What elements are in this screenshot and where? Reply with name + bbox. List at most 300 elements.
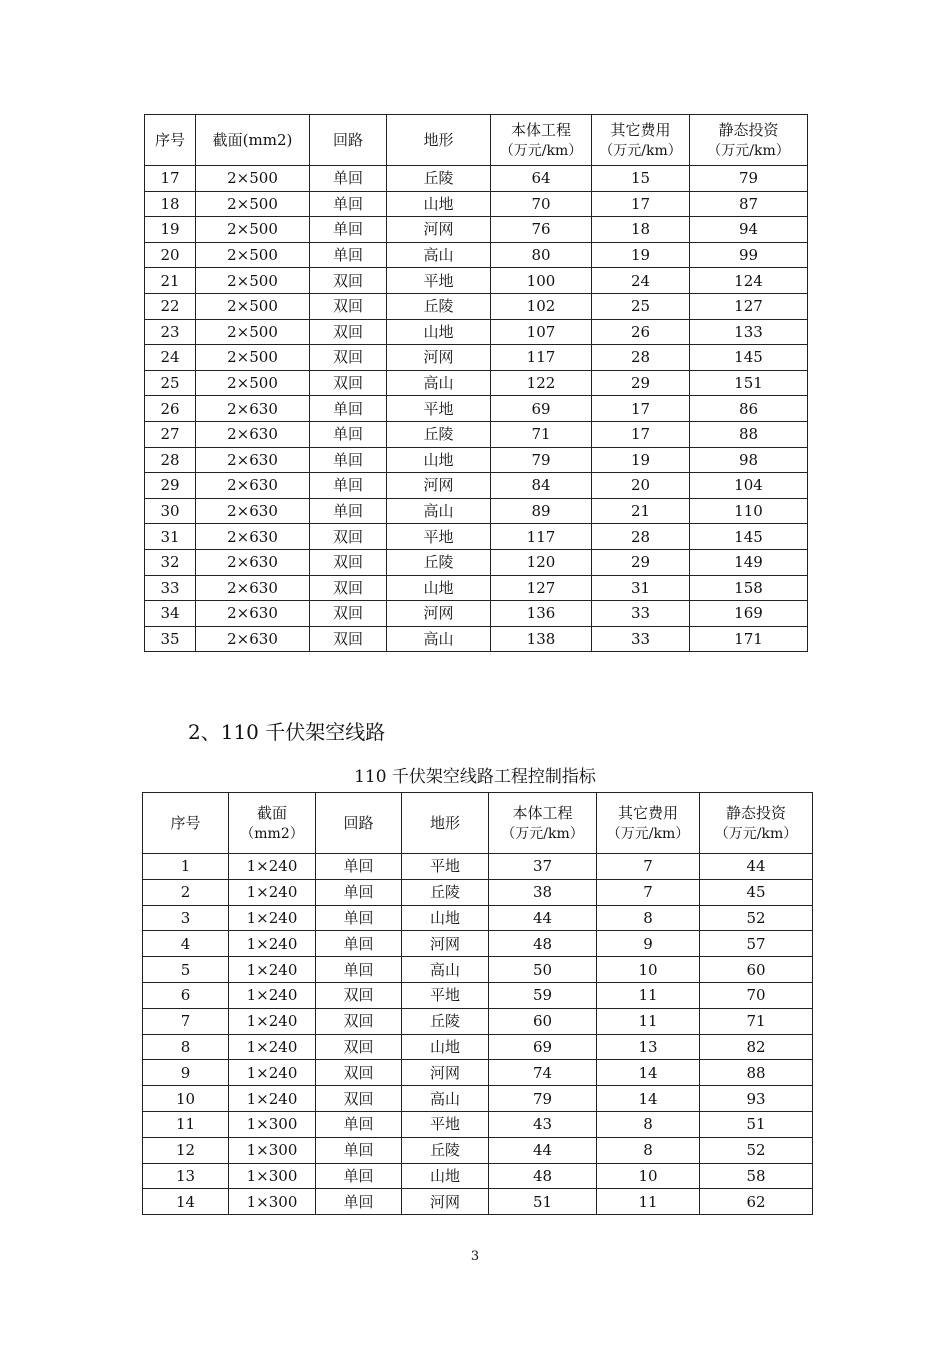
table-cell: 84 <box>491 473 592 499</box>
table-cell: 1×240 <box>229 854 316 880</box>
table-cell: 双回 <box>310 268 387 294</box>
table-cell: 5 <box>143 957 229 983</box>
table-cell: 1 <box>143 854 229 880</box>
table-cell: 127 <box>690 293 808 319</box>
column-header-label: 截面 <box>256 803 287 822</box>
table-cell: 山地 <box>402 1034 489 1060</box>
table-cell: 2×500 <box>196 345 310 371</box>
table-row <box>145 498 808 524</box>
table-cell: 单回 <box>310 217 387 243</box>
table-cell: 单回 <box>310 166 387 192</box>
table-cell: 丘陵 <box>387 549 491 575</box>
table-cell: 151 <box>690 370 808 396</box>
table-cell: 21 <box>145 268 196 294</box>
table-cell: 单回 <box>310 473 387 499</box>
table-cell: 59 <box>489 982 597 1008</box>
table-cell: 70 <box>491 191 592 217</box>
table-cell: 82 <box>700 1034 813 1060</box>
table-cell: 145 <box>690 524 808 550</box>
table-cell: 88 <box>690 421 808 447</box>
table-cell: 山地 <box>387 447 491 473</box>
table-cell: 2×500 <box>196 319 310 345</box>
table-cell: 17 <box>145 166 196 192</box>
table-cell: 48 <box>489 1163 597 1189</box>
table-cell: 2×500 <box>196 166 310 192</box>
cost-index-table-continued <box>144 114 808 652</box>
table-cell: 丘陵 <box>402 1137 489 1163</box>
table-cell: 136 <box>491 601 592 627</box>
table-row <box>145 293 808 319</box>
table-cell: 1×240 <box>229 1008 316 1034</box>
table-cell: 7 <box>597 879 700 905</box>
column-header <box>387 115 491 166</box>
table-cell: 15 <box>592 166 690 192</box>
column-header <box>700 793 813 854</box>
table-cell: 44 <box>700 854 813 880</box>
table-cell: 69 <box>491 396 592 422</box>
table-cell: 52 <box>700 1137 813 1163</box>
table-cell: 1×240 <box>229 879 316 905</box>
table-cell: 93 <box>700 1086 813 1112</box>
table-row <box>145 242 808 268</box>
table-cell: 河网 <box>387 473 491 499</box>
table-cell: 43 <box>489 1111 597 1137</box>
table-cell: 27 <box>145 421 196 447</box>
column-header-label: 静态投资 <box>718 120 779 139</box>
table-cell: 9 <box>597 931 700 957</box>
table-cell: 117 <box>491 345 592 371</box>
table-cell: 26 <box>145 396 196 422</box>
table-cell: 2 <box>143 879 229 905</box>
table-cell: 6 <box>143 982 229 1008</box>
table-cell: 51 <box>489 1189 597 1215</box>
table-cell: 1×240 <box>229 1060 316 1086</box>
table-cell: 2×630 <box>196 473 310 499</box>
table-cell: 133 <box>690 319 808 345</box>
section-heading: 2、110 千伏架空线路 <box>188 720 386 744</box>
table-cell: 1×300 <box>229 1189 316 1215</box>
table-cell: 高山 <box>387 498 491 524</box>
table-cell: 19 <box>592 242 690 268</box>
table-cell: 171 <box>690 626 808 652</box>
column-header <box>316 793 402 854</box>
table-cell: 丘陵 <box>387 421 491 447</box>
table-cell: 71 <box>700 1008 813 1034</box>
table-row <box>145 345 808 371</box>
table-cell: 79 <box>489 1086 597 1112</box>
table-cell: 8 <box>597 1137 700 1163</box>
table-cell: 丘陵 <box>387 166 491 192</box>
table-cell: 17 <box>592 421 690 447</box>
table-cell: 13 <box>143 1163 229 1189</box>
table-cell: 单回 <box>310 242 387 268</box>
table-cell: 80 <box>491 242 592 268</box>
table-cell: 河网 <box>402 1060 489 1086</box>
table-cell: 山地 <box>387 191 491 217</box>
table-cell: 单回 <box>316 1189 402 1215</box>
table-cell: 20 <box>592 473 690 499</box>
table-cell: 2×500 <box>196 370 310 396</box>
column-header-label: 本体工程 <box>510 120 571 139</box>
table-row <box>145 601 808 627</box>
table-cell: 高山 <box>387 370 491 396</box>
table-cell: 7 <box>143 1008 229 1034</box>
column-header-label: 本体工程 <box>512 803 573 822</box>
column-header-unit: （万元/km） <box>599 142 682 159</box>
table-cell: 25 <box>145 370 196 396</box>
table-cell: 平地 <box>402 1111 489 1137</box>
table-cell: 60 <box>700 957 813 983</box>
table-cell: 高山 <box>387 626 491 652</box>
table-cell: 21 <box>592 498 690 524</box>
table-cell: 127 <box>491 575 592 601</box>
table-cell: 2×630 <box>196 421 310 447</box>
table-cell: 8 <box>597 905 700 931</box>
table-cell: 29 <box>592 549 690 575</box>
table-cell: 双回 <box>316 1086 402 1112</box>
table-cell: 31 <box>145 524 196 550</box>
table-cell: 单回 <box>316 905 402 931</box>
table-row <box>145 396 808 422</box>
table-cell: 2×630 <box>196 524 310 550</box>
table-cell: 35 <box>145 626 196 652</box>
column-header <box>690 115 808 166</box>
table-cell: 87 <box>690 191 808 217</box>
table-cell: 88 <box>700 1060 813 1086</box>
table-cell: 17 <box>592 191 690 217</box>
column-header-unit: （万元/km） <box>707 142 790 159</box>
table-cell: 149 <box>690 549 808 575</box>
column-header <box>491 115 592 166</box>
table-cell: 13 <box>597 1034 700 1060</box>
table-cell: 24 <box>592 268 690 294</box>
table-cell: 河网 <box>387 217 491 243</box>
table-cell: 单回 <box>310 447 387 473</box>
table-row <box>143 1189 813 1215</box>
table-cell: 单回 <box>316 957 402 983</box>
table-cell: 2×500 <box>196 268 310 294</box>
table-row <box>145 421 808 447</box>
table-cell: 单回 <box>310 421 387 447</box>
table-cell: 33 <box>145 575 196 601</box>
table-row <box>143 957 813 983</box>
table-cell: 71 <box>491 421 592 447</box>
table-cell: 单回 <box>310 191 387 217</box>
table-cell: 2×500 <box>196 217 310 243</box>
header-row <box>143 793 813 854</box>
table-row <box>143 854 813 880</box>
column-header-unit: （万元/km） <box>501 825 584 842</box>
column-header <box>229 793 316 854</box>
table-cell: 2×630 <box>196 396 310 422</box>
table-cell: 双回 <box>316 982 402 1008</box>
table-cell: 25 <box>592 293 690 319</box>
table-cell: 44 <box>489 905 597 931</box>
table-cell: 1×240 <box>229 982 316 1008</box>
table-cell: 14 <box>143 1189 229 1215</box>
table-row <box>145 549 808 575</box>
table-cell: 89 <box>491 498 592 524</box>
column-header-label: 回路 <box>332 131 363 149</box>
table-cell: 丘陵 <box>402 1008 489 1034</box>
table-row <box>145 268 808 294</box>
table-cell: 2×630 <box>196 575 310 601</box>
table-cell: 4 <box>143 931 229 957</box>
table-row <box>143 1163 813 1189</box>
column-header-label: 序号 <box>154 131 185 149</box>
column-header <box>489 793 597 854</box>
table-cell: 158 <box>690 575 808 601</box>
table-cell: 单回 <box>310 498 387 524</box>
table-cell: 双回 <box>310 575 387 601</box>
table-cell: 单回 <box>310 396 387 422</box>
table-cell: 山地 <box>402 1163 489 1189</box>
table-row <box>143 1034 813 1060</box>
table-cell: 24 <box>145 345 196 371</box>
table-cell: 32 <box>145 549 196 575</box>
table-cell: 山地 <box>402 905 489 931</box>
table-cell: 104 <box>690 473 808 499</box>
table-cell: 1×300 <box>229 1163 316 1189</box>
table-cell: 2×500 <box>196 191 310 217</box>
table-cell: 28 <box>592 524 690 550</box>
table-cell: 44 <box>489 1137 597 1163</box>
table-cell: 高山 <box>387 242 491 268</box>
table-row <box>143 931 813 957</box>
table-cell: 14 <box>597 1086 700 1112</box>
table-cell: 33 <box>592 601 690 627</box>
column-header <box>402 793 489 854</box>
table-cell: 145 <box>690 345 808 371</box>
table-row <box>143 1086 813 1112</box>
table-row <box>143 982 813 1008</box>
table-cell: 双回 <box>310 345 387 371</box>
column-header-unit: （万元/km） <box>714 825 798 842</box>
table-cell: 100 <box>491 268 592 294</box>
table-cell: 34 <box>145 601 196 627</box>
table-cell: 62 <box>700 1189 813 1215</box>
table-cell: 122 <box>491 370 592 396</box>
table-cell: 双回 <box>310 524 387 550</box>
table-cell: 28 <box>145 447 196 473</box>
table-cell: 山地 <box>387 319 491 345</box>
table-header <box>143 793 813 854</box>
table-header <box>145 115 808 166</box>
table-row <box>145 524 808 550</box>
table-cell: 单回 <box>316 931 402 957</box>
table-cell: 86 <box>690 396 808 422</box>
column-header-label: 截面(mm2) <box>212 131 293 149</box>
table-cell: 河网 <box>387 601 491 627</box>
table-row <box>143 1111 813 1137</box>
table-cell: 169 <box>690 601 808 627</box>
table-cell: 丘陵 <box>402 879 489 905</box>
table-cell: 18 <box>592 217 690 243</box>
table-cell: 双回 <box>310 370 387 396</box>
table-cell: 28 <box>592 345 690 371</box>
table-cell: 丘陵 <box>387 293 491 319</box>
column-header-unit: （mm2） <box>240 825 304 842</box>
table-cell: 29 <box>592 370 690 396</box>
table-cell: 单回 <box>316 1111 402 1137</box>
table-row <box>145 319 808 345</box>
table-cell: 102 <box>491 293 592 319</box>
table-cell: 51 <box>700 1111 813 1137</box>
table-cell: 高山 <box>402 957 489 983</box>
table-cell: 双回 <box>310 293 387 319</box>
page-number: 3 <box>470 1249 480 1264</box>
table-cell: 52 <box>700 905 813 931</box>
table-cell: 26 <box>592 319 690 345</box>
table-cell: 河网 <box>387 345 491 371</box>
table-cell: 76 <box>491 217 592 243</box>
table-cell: 11 <box>597 1189 700 1215</box>
table-cell: 23 <box>145 319 196 345</box>
table-cell: 79 <box>690 166 808 192</box>
table-cell: 双回 <box>310 626 387 652</box>
column-header-unit: （万元/km） <box>499 142 583 159</box>
table-cell: 单回 <box>316 1163 402 1189</box>
table-cell: 117 <box>491 524 592 550</box>
table-cell: 50 <box>489 957 597 983</box>
table-cell: 20 <box>145 242 196 268</box>
table-cell: 107 <box>491 319 592 345</box>
table-row <box>143 1060 813 1086</box>
column-header-label: 地形 <box>423 131 454 149</box>
table-cell: 11 <box>143 1111 229 1137</box>
table-row <box>145 191 808 217</box>
table-row <box>145 626 808 652</box>
table-cell: 30 <box>145 498 196 524</box>
table-cell: 1×300 <box>229 1111 316 1137</box>
column-header-label: 其它费用 <box>617 803 678 822</box>
table-cell: 48 <box>489 931 597 957</box>
table-cell: 双回 <box>310 601 387 627</box>
column-header <box>592 115 690 166</box>
table-cell: 2×630 <box>196 447 310 473</box>
table-cell: 平地 <box>402 854 489 880</box>
table-cell: 124 <box>690 268 808 294</box>
table-cell: 79 <box>491 447 592 473</box>
table-cell: 3 <box>143 905 229 931</box>
table-row <box>143 1008 813 1034</box>
110kv-overhead-line-cost-table <box>142 792 813 1215</box>
table-cell: 河网 <box>402 1189 489 1215</box>
table-cell: 10 <box>143 1086 229 1112</box>
column-header <box>196 115 310 166</box>
column-header-label: 静态投资 <box>725 803 786 822</box>
table-cell: 双回 <box>310 549 387 575</box>
table-row <box>143 1137 813 1163</box>
table-cell: 45 <box>700 879 813 905</box>
table-cell: 64 <box>491 166 592 192</box>
table-cell: 17 <box>592 396 690 422</box>
table-cell: 58 <box>700 1163 813 1189</box>
column-header <box>310 115 387 166</box>
column-header <box>145 115 196 166</box>
table-caption: 110 千伏架空线路工程控制指标 <box>354 767 596 787</box>
table-cell: 高山 <box>402 1086 489 1112</box>
table-cell: 8 <box>597 1111 700 1137</box>
table-row <box>145 217 808 243</box>
table-cell: 138 <box>491 626 592 652</box>
table-cell: 14 <box>597 1060 700 1086</box>
column-header-label: 地形 <box>429 814 460 832</box>
table-cell: 31 <box>592 575 690 601</box>
table-cell: 10 <box>597 1163 700 1189</box>
table-cell: 双回 <box>316 1034 402 1060</box>
table-cell: 2×630 <box>196 498 310 524</box>
table-cell: 38 <box>489 879 597 905</box>
table-cell: 1×240 <box>229 931 316 957</box>
table-cell: 11 <box>597 982 700 1008</box>
table-cell: 29 <box>145 473 196 499</box>
table-cell: 2×500 <box>196 242 310 268</box>
table-cell: 1×300 <box>229 1137 316 1163</box>
table-cell: 33 <box>592 626 690 652</box>
table-cell: 1×240 <box>229 957 316 983</box>
table-cell: 平地 <box>387 524 491 550</box>
table-cell: 98 <box>690 447 808 473</box>
column-header-label: 其它费用 <box>610 120 671 139</box>
header-row <box>145 115 808 166</box>
table-cell: 10 <box>597 957 700 983</box>
table-row <box>143 879 813 905</box>
table-cell: 70 <box>700 982 813 1008</box>
column-header-label: 回路 <box>343 814 374 832</box>
table-cell: 2×630 <box>196 549 310 575</box>
table-cell: 单回 <box>316 854 402 880</box>
table-body <box>145 166 808 652</box>
table-cell: 94 <box>690 217 808 243</box>
table-cell: 双回 <box>310 319 387 345</box>
table-cell: 2×500 <box>196 293 310 319</box>
column-header <box>143 793 229 854</box>
table-cell: 11 <box>597 1008 700 1034</box>
table-row <box>145 575 808 601</box>
table-cell: 99 <box>690 242 808 268</box>
table-cell: 单回 <box>316 1137 402 1163</box>
table-cell: 74 <box>489 1060 597 1086</box>
table-cell: 110 <box>690 498 808 524</box>
table-cell: 2×630 <box>196 626 310 652</box>
table-row <box>145 473 808 499</box>
table-cell: 8 <box>143 1034 229 1060</box>
table-cell: 37 <box>489 854 597 880</box>
table-cell: 19 <box>592 447 690 473</box>
table-cell: 1×240 <box>229 905 316 931</box>
table-body <box>143 854 813 1215</box>
table-cell: 7 <box>597 854 700 880</box>
column-header <box>597 793 700 854</box>
table-cell: 12 <box>143 1137 229 1163</box>
column-header-label: 序号 <box>170 814 201 832</box>
table-cell: 双回 <box>316 1008 402 1034</box>
table-cell: 平地 <box>387 396 491 422</box>
table-cell: 单回 <box>316 879 402 905</box>
table-row <box>143 905 813 931</box>
table-cell: 19 <box>145 217 196 243</box>
table-row <box>145 166 808 192</box>
table-row <box>145 447 808 473</box>
table-cell: 57 <box>700 931 813 957</box>
table-cell: 69 <box>489 1034 597 1060</box>
column-header-unit: （万元/km） <box>606 825 690 842</box>
table-cell: 双回 <box>316 1060 402 1086</box>
table-cell: 60 <box>489 1008 597 1034</box>
table-cell: 山地 <box>387 575 491 601</box>
table-cell: 河网 <box>402 931 489 957</box>
